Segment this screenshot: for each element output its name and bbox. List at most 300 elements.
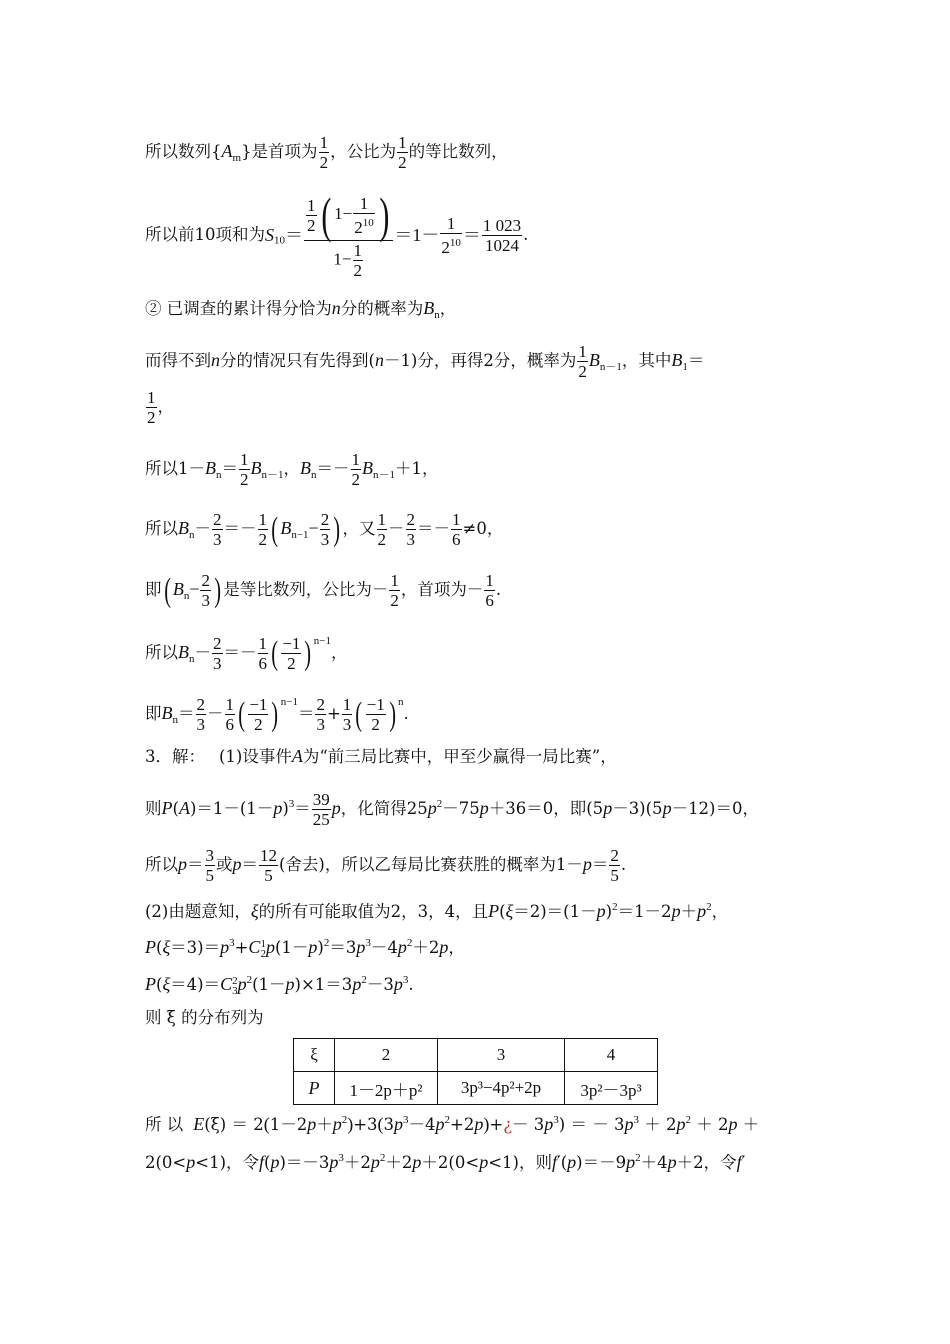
exp: n−1 xyxy=(313,635,331,647)
var: n xyxy=(374,350,384,370)
fraction xyxy=(609,846,620,885)
text: (舍去)，所以乙每局比赛获胜的概率为1－ xyxy=(279,855,583,874)
text: ＋1， xyxy=(395,459,439,478)
fraction xyxy=(406,510,417,549)
right-paren: ) xyxy=(271,695,279,733)
fraction xyxy=(315,695,326,734)
denominator: 2 xyxy=(307,215,316,235)
fraction xyxy=(319,133,330,172)
text: )＝－3 xyxy=(279,1153,330,1172)
text: ＝ xyxy=(687,351,705,370)
var: B xyxy=(178,518,189,538)
text: ＝－ xyxy=(417,519,451,538)
var: E xyxy=(193,1114,205,1134)
text: 所 以 xyxy=(145,1115,184,1134)
sub: n－1 xyxy=(373,469,395,481)
var: p xyxy=(676,1114,686,1134)
sub: n−1 xyxy=(291,529,309,541)
text: － xyxy=(207,704,224,723)
var: p xyxy=(352,974,362,994)
text: ＋2(0< xyxy=(421,1153,480,1172)
denominator: 2 xyxy=(398,153,407,172)
text: ＝ xyxy=(591,855,609,874)
text: 1− xyxy=(333,249,352,269)
text: ＝4)＝ xyxy=(170,975,221,994)
var: p xyxy=(582,854,592,874)
numerator: 1 xyxy=(147,388,156,407)
numerator: 2 xyxy=(320,510,330,529)
text: 为“前三局比赛中，甲至少赢得一局比赛”， xyxy=(302,747,617,766)
line-3 xyxy=(145,298,456,325)
exp: 3 xyxy=(229,937,235,949)
var: B xyxy=(172,579,184,599)
numerator: 1 xyxy=(342,695,352,714)
text: )×1＝3 xyxy=(294,975,353,994)
text: ＋2 xyxy=(343,1153,371,1172)
text: ＝ xyxy=(241,855,258,874)
var: p xyxy=(603,798,613,818)
var: B xyxy=(362,458,373,478)
text: ＝ xyxy=(221,459,238,478)
var: B xyxy=(671,350,683,370)
exp: 3 xyxy=(403,1114,409,1126)
var: p xyxy=(332,1114,342,1134)
denominator: 2 xyxy=(578,362,587,381)
text: (ξ) ＝ 2 xyxy=(204,1115,264,1134)
text: 的等比数列， xyxy=(408,142,508,161)
table-cell: ξ xyxy=(294,1039,335,1072)
var: B xyxy=(250,458,262,478)
numerator: 2 xyxy=(316,695,325,714)
text: 3．解： xyxy=(145,747,205,766)
var: p xyxy=(439,937,449,957)
line-18: 所 以 $E(\xi) = 2(1-2p+p^2)+3(3p^3-4p^2+2p)+¿- 3p^3$) ＝ － $3p^3 + 2p^2 + 2p$ ＋ xyxy=(145,1114,760,1134)
line-5 xyxy=(145,388,174,427)
text: ′ xyxy=(741,1153,746,1172)
fraction xyxy=(366,695,386,734)
numerator: 1 023 xyxy=(482,215,522,235)
line-10 xyxy=(145,692,409,734)
denominator xyxy=(440,234,462,257)
fraction xyxy=(225,695,236,734)
denominator: 3 xyxy=(406,530,416,549)
line-19 xyxy=(145,1148,745,1173)
exp: 2 xyxy=(706,901,712,913)
text: )＝1－(1－ xyxy=(189,799,274,818)
text: ＝－ xyxy=(316,459,350,478)
exp: 10 xyxy=(449,236,461,249)
denominator: 6 xyxy=(225,715,234,734)
text: )＝－9 xyxy=(576,1153,627,1172)
text: ＝ xyxy=(297,704,315,723)
text: ， xyxy=(283,459,300,478)
text: ＝3 xyxy=(329,938,357,957)
sub: 2 xyxy=(260,947,266,960)
exp: 2 xyxy=(246,974,253,986)
text: ， xyxy=(711,902,729,921)
exp: 1 xyxy=(260,937,266,950)
var: ξ xyxy=(162,937,171,957)
fraction xyxy=(397,133,408,172)
line-1 xyxy=(145,133,508,172)
text: ) xyxy=(282,799,289,818)
text: ＋ xyxy=(316,1115,333,1134)
text: －4 xyxy=(370,938,398,957)
numerator: 12 xyxy=(260,846,277,865)
text: ) xyxy=(605,902,613,921)
exp: 2 xyxy=(635,1152,641,1164)
sub: 3 xyxy=(232,984,238,997)
numerator: 1 xyxy=(351,450,360,469)
fraction xyxy=(484,571,495,610)
text: 是等比数列，公比为－ xyxy=(223,580,389,599)
text: ＋2 xyxy=(412,938,440,957)
var: p xyxy=(626,1152,636,1172)
numerator: 1 xyxy=(390,571,399,590)
numerator: 2 xyxy=(196,695,205,714)
var: p xyxy=(178,854,187,874)
denominator: 1024 xyxy=(485,235,520,255)
denominator: 2 xyxy=(390,591,399,610)
var: p xyxy=(728,1114,738,1134)
var: p xyxy=(544,1114,554,1134)
var: p xyxy=(220,937,230,957)
exp: 2 xyxy=(612,901,618,913)
exp: 3 xyxy=(338,1152,344,1164)
text: ) xyxy=(317,938,324,957)
left-paren: ( xyxy=(355,695,363,733)
text: <1)，令 xyxy=(195,1153,260,1172)
numerator: 1 xyxy=(578,342,587,361)
denominator: 2 xyxy=(240,470,249,489)
text: ( xyxy=(172,799,179,818)
fraction xyxy=(212,634,223,673)
line-17 xyxy=(145,1008,264,1028)
text: 所以数列{ xyxy=(145,142,222,161)
distribution-table xyxy=(293,1038,658,1105)
text: ＋ 2 xyxy=(638,1115,677,1134)
text: ＋4 xyxy=(640,1153,668,1172)
numerator: 1 xyxy=(258,510,267,529)
line-13 xyxy=(145,846,626,885)
var: p xyxy=(237,974,247,994)
text: ＋2 xyxy=(385,1153,413,1172)
exp: 3 xyxy=(553,1114,559,1126)
text: ＋36＝0，即(5 xyxy=(488,799,604,818)
text: ，首项为－ xyxy=(400,580,484,599)
denominator: 2 xyxy=(377,530,387,549)
eq: ＝ xyxy=(285,225,303,245)
denominator: 3 xyxy=(201,591,210,610)
fraction xyxy=(281,634,301,673)
text: ，其中 xyxy=(621,351,672,370)
denominator: 3 xyxy=(213,530,222,549)
text: ¿ xyxy=(503,1115,513,1134)
var: p xyxy=(474,1114,484,1134)
text: ② 已调查的累计得分恰为 xyxy=(145,299,332,318)
text: }是首项为 xyxy=(241,142,318,161)
sub: n－1 xyxy=(261,469,284,481)
text: ′( xyxy=(556,1153,568,1172)
text: － xyxy=(194,643,211,662)
denominator xyxy=(304,241,393,280)
table-cell: 3 xyxy=(438,1039,565,1072)
text: ) ＝ － 3 xyxy=(558,1115,625,1134)
line-8: 即( $B_n-$ $\frac{2}{3}$ ) 是等比数列，公比为－ $\frac{1}{2}$ ，首项为－ $\frac{1}{6}$ . xyxy=(145,571,502,610)
text: ＝ xyxy=(178,704,195,723)
exp: 2 xyxy=(323,937,330,949)
fraction xyxy=(351,450,362,489)
var: n xyxy=(331,298,341,318)
denominator: 2 xyxy=(371,715,380,734)
left-paren: ( xyxy=(238,695,246,733)
var: p xyxy=(186,1152,196,1172)
text: . xyxy=(403,704,409,723)
var: p xyxy=(479,1152,489,1172)
sub: 10 xyxy=(274,234,285,247)
numerator: 2 xyxy=(610,846,619,865)
var: C xyxy=(220,974,233,994)
fraction xyxy=(377,510,388,549)
sub: n－1 xyxy=(599,361,622,373)
text: +3 xyxy=(353,1115,378,1134)
sub: n xyxy=(189,653,195,665)
denominator: 3 xyxy=(316,715,325,734)
var: f xyxy=(551,1152,557,1172)
numerator: 2 xyxy=(213,634,222,653)
fraction xyxy=(482,216,522,255)
fraction xyxy=(205,846,216,885)
text: －1)分，再得2分，概率为 xyxy=(383,351,577,370)
text: 而得不到 xyxy=(145,351,211,370)
var: p xyxy=(307,1114,317,1134)
exp: 3 xyxy=(633,1114,639,1126)
right-paren: ) xyxy=(333,510,341,548)
var: ξ xyxy=(250,901,259,921)
numerator: 1 xyxy=(452,510,461,529)
line-16 xyxy=(145,970,414,996)
var: P xyxy=(161,798,173,818)
exp: n−1 xyxy=(280,696,298,708)
denominator: 3 xyxy=(213,654,222,673)
denominator: 5 xyxy=(610,866,619,885)
text: － xyxy=(194,519,211,538)
text: 所以 xyxy=(145,855,178,874)
text: 1− xyxy=(334,203,353,223)
text: 所以1－ xyxy=(145,459,205,478)
text: ， xyxy=(330,643,348,662)
numerator: 2 xyxy=(213,510,222,529)
exp: 2 xyxy=(341,1114,348,1126)
text: ＝－ xyxy=(223,519,257,538)
fraction xyxy=(342,695,353,734)
var: p xyxy=(397,937,407,957)
var: p xyxy=(697,901,707,921)
right-paren: ) xyxy=(304,634,312,672)
text: ＝1－2 xyxy=(617,902,672,921)
var: P xyxy=(488,901,500,921)
numerator: 2 xyxy=(406,510,416,529)
fraction xyxy=(577,342,588,381)
base: 2 xyxy=(441,237,450,257)
text: 则 xyxy=(145,799,162,818)
numerator: −1 xyxy=(249,695,268,714)
var: p xyxy=(567,1152,577,1172)
fraction xyxy=(320,510,331,549)
var: ξ xyxy=(505,901,514,921)
var: p xyxy=(479,798,489,818)
line-12 xyxy=(145,790,759,829)
right-paren: ) xyxy=(214,571,222,609)
var: P xyxy=(308,1077,320,1098)
denominator: 5 xyxy=(264,866,273,885)
sub: n xyxy=(216,469,222,481)
text: ＋ xyxy=(680,902,698,921)
var: B xyxy=(280,518,292,538)
numerator: 39 xyxy=(312,790,330,809)
right-paren: ) xyxy=(388,695,396,733)
var: p xyxy=(232,854,242,874)
text: －3 xyxy=(366,975,394,994)
text: ＝1－ xyxy=(394,225,440,245)
table-cell: 3p²－3p³ xyxy=(565,1072,658,1105)
text: － xyxy=(388,519,405,538)
fraction xyxy=(212,510,223,549)
var: B xyxy=(588,350,600,370)
exp: 2 xyxy=(379,1152,386,1164)
table-row xyxy=(294,1039,658,1072)
text: (1)设事件 xyxy=(219,747,292,766)
denominator: 2 xyxy=(319,153,329,172)
denominator: 2 xyxy=(353,261,362,280)
denominator: 5 xyxy=(205,866,214,885)
exp: 2 xyxy=(436,798,443,810)
text: 所以前10项和为 xyxy=(145,225,265,244)
text: . xyxy=(408,975,414,994)
fraction xyxy=(440,214,462,257)
denominator: 3 xyxy=(320,530,330,549)
text: (1－ xyxy=(252,975,286,994)
fraction xyxy=(353,194,375,237)
fraction xyxy=(451,510,462,549)
text: ≠0， xyxy=(462,519,504,538)
text: 分的情况只有先得到( xyxy=(220,351,375,370)
text: +2 xyxy=(450,1115,475,1134)
line-11 xyxy=(145,746,617,767)
numerator: 1 xyxy=(398,133,407,152)
sub: n xyxy=(183,590,190,602)
fraction xyxy=(259,846,278,885)
var: p xyxy=(270,1152,280,1172)
big-fraction xyxy=(304,187,393,280)
line-7: 所以$B_n-$ $\frac{2}{3}$ ＝－ $\frac{1}{2}$ ( $B_{n-1}-$ $\frac{2}{3}$ ) ，又 $\frac{1}{2}$ － $\frac{2}{3}$ ＝－ $\frac{1}{6}$ ≠0， xyxy=(145,510,504,549)
text: 分的概率为 xyxy=(340,299,424,318)
table-row xyxy=(294,1072,658,1105)
text: ＝2)＝(1－ xyxy=(513,902,597,921)
var: p xyxy=(329,1152,339,1172)
sub: m xyxy=(232,152,242,164)
right-paren: ) xyxy=(379,187,390,243)
text: ＋ xyxy=(737,1115,760,1134)
fraction xyxy=(200,571,211,610)
var: p xyxy=(331,798,341,818)
text: ＋ 2 xyxy=(690,1115,729,1134)
var: p xyxy=(624,1114,634,1134)
text: 3 xyxy=(383,1115,395,1134)
text: ( xyxy=(156,975,163,994)
var: B xyxy=(205,458,216,478)
line-9 xyxy=(145,631,347,673)
text: － 3 xyxy=(512,1115,545,1134)
numerator: 1 xyxy=(240,450,249,469)
var: p xyxy=(435,1114,445,1134)
fraction xyxy=(239,450,250,489)
var: p xyxy=(662,798,672,818)
exp: 2 xyxy=(232,974,238,987)
exp: 2 xyxy=(406,937,413,949)
numerator: −1 xyxy=(366,695,385,714)
text: －4 xyxy=(408,1115,436,1134)
numerator: 2 xyxy=(201,571,210,590)
text: ＝3)＝ xyxy=(170,938,221,957)
numerator: 1 xyxy=(258,634,267,653)
var: p xyxy=(370,1152,380,1172)
text: 或 xyxy=(216,855,233,874)
text: ， xyxy=(448,938,465,957)
denominator xyxy=(353,214,375,237)
var: A xyxy=(221,141,233,161)
fraction xyxy=(353,241,364,280)
var: p xyxy=(667,1152,677,1172)
left-paren: ( xyxy=(271,634,279,672)
text: ，又 xyxy=(342,519,376,538)
var: p xyxy=(596,901,606,921)
fraction xyxy=(312,790,331,829)
text: ， xyxy=(157,397,174,416)
table-cell: 1－2p＋p² xyxy=(335,1072,438,1105)
base: 2 xyxy=(354,217,363,237)
numerator: 1 xyxy=(225,695,234,714)
var: A xyxy=(291,746,303,766)
fraction xyxy=(146,388,157,427)
denominator: 6 xyxy=(485,591,494,610)
text: (2)由题意知， xyxy=(145,902,251,921)
table-cell: 4 xyxy=(565,1039,658,1072)
var: n xyxy=(211,350,220,370)
text: . xyxy=(523,225,529,244)
fraction xyxy=(258,510,269,549)
sub: 1 xyxy=(682,361,688,373)
text: (1－ xyxy=(274,938,309,957)
var: p xyxy=(671,901,681,921)
var: B xyxy=(423,298,435,318)
text: ( xyxy=(156,938,163,957)
fraction xyxy=(389,571,400,610)
text: ( xyxy=(499,902,506,921)
fraction xyxy=(248,695,268,734)
var: C xyxy=(248,937,261,957)
text: ＋2，令 xyxy=(676,1153,737,1172)
exp: 3 xyxy=(402,974,409,986)
var: B xyxy=(178,642,189,662)
text: 的所有可能取值为2，3，4，且 xyxy=(258,902,489,921)
numerator: 1 xyxy=(307,195,316,215)
text: ＝－ xyxy=(223,643,257,662)
text: ( xyxy=(264,1153,271,1172)
numerator: 1 xyxy=(377,510,387,529)
table-cell xyxy=(294,1072,335,1105)
numerator: −1 xyxy=(282,634,301,653)
